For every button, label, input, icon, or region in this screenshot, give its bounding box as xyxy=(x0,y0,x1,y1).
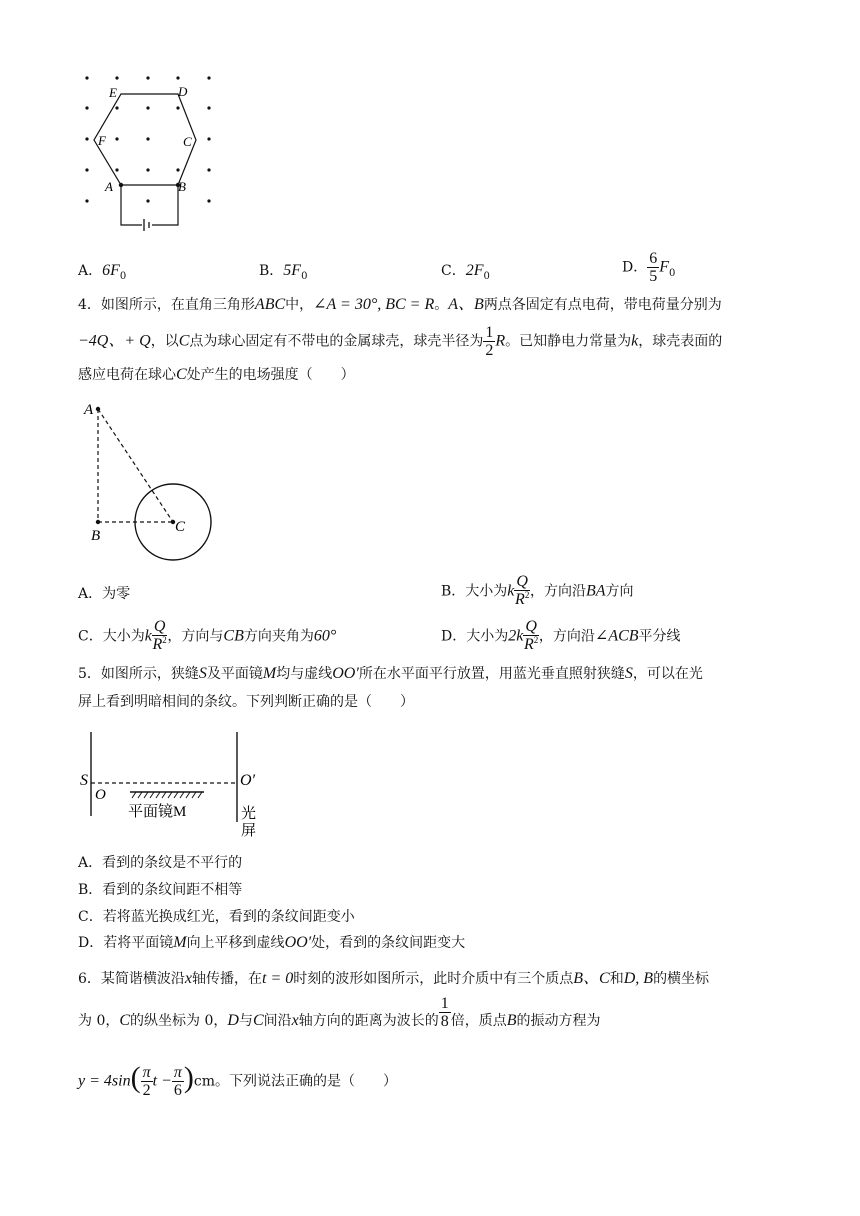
fig4-label-b: B xyxy=(91,528,101,544)
hex-label-a: A xyxy=(105,179,113,194)
q3-option-c[interactable]: C．$2F_0$ xyxy=(441,262,490,282)
hex-label-f: F xyxy=(98,133,106,148)
q4-option-d[interactable]: D．大小为2k $\frac{Q}{R^2}$ ，方向沿∠ACB平分线 xyxy=(441,618,681,653)
q3-option-d[interactable]: D． $\frac{6}{5}$ $F_0$ xyxy=(622,250,676,285)
q5-option-c[interactable]: C．若将蓝光换成红光，看到的条纹间距变小 xyxy=(78,909,355,925)
q5-option-d[interactable]: D．若将平面镜M向上平移到虚线OO′处，看到的条纹间距变大 xyxy=(78,934,466,951)
q5-line-1: 5．如图所示，狭缝S及平面镜M均与虚线OO′所在水平面平行放置，用蓝光垂直照射狭缝S，可以在光 xyxy=(78,665,703,682)
hex-label-d: D xyxy=(178,84,188,99)
q4-line-3: 感应电荷在球心C处产生的电场强度（ ） xyxy=(78,366,355,383)
hex-label-c: C xyxy=(183,134,192,149)
q3-option-a[interactable]: A．$6F_0$ xyxy=(78,262,127,282)
q4-option-a[interactable]: A．为零 xyxy=(78,586,131,602)
fig5-label-mirror: 平面镜M xyxy=(128,804,187,820)
fig4-label-a: A xyxy=(84,402,94,418)
fig5-label-o: O xyxy=(95,787,106,803)
q6-line-1: 6．某简谐横波沿x轴传播，在t = 0时刻的波形如图所示，此时介质中有三个质点B、C和D, B的横坐标 xyxy=(78,970,710,987)
q3-option-b[interactable]: B．$5F_0$ xyxy=(259,262,308,282)
hexagon-circuit-figure xyxy=(76,70,226,235)
fig5-label-screen-1: 光 xyxy=(241,806,257,822)
fig4-label-c: C xyxy=(175,519,186,535)
q5-option-a[interactable]: A．看到的条纹是不平行的 xyxy=(78,855,243,871)
q5-option-b[interactable]: B．看到的条纹间距不相等 xyxy=(78,882,243,898)
q4-option-b[interactable]: B．大小为k $\frac{Q}{R^2}$ ，方向沿BA方向 xyxy=(441,573,634,608)
hex-label-b: B xyxy=(178,179,186,194)
fig5-label-screen-2: 屏 xyxy=(241,823,257,839)
fig5-label-s: S xyxy=(80,772,88,789)
q4-line-1: 4．如图所示，在直角三角形ABC中，∠A = 30°, BC = R。A、B两点各固定有点电荷，带电荷量分别为 xyxy=(78,296,722,313)
q4-option-c[interactable]: C．大小为k $\frac{Q}{R^2}$ ，方向与CB方向夹角为60° xyxy=(78,618,337,653)
q6-line-3: y = 4sin( $\frac{\pi}{2}$ t − $\frac{\pi}{6}$ )cm。下列说法正确的是（ ） xyxy=(78,1060,397,1099)
q5-line-2: 屏上看到明暗相间的条纹。下列判断正确的是（ ） xyxy=(78,694,414,710)
hex-label-e: E xyxy=(109,85,117,100)
triangle-sphere-figure xyxy=(80,398,220,568)
q4-line-2: −4Q、+ Q，以C点为球心固定有不带电的金属球壳，球壳半径为 $\frac{1}{2}$ R。已知静电力常量为k，球壳表面的 xyxy=(78,324,723,359)
lloyd-mirror-figure xyxy=(78,728,278,840)
q6-line-2: 为 0，C的纵坐标为 0，D与C间沿x轴方向的距离为波长的 $\frac{1}{8}$ 倍，质点B的振动方程为 xyxy=(78,994,601,1030)
fig5-label-o-prime: O′ xyxy=(240,772,256,789)
